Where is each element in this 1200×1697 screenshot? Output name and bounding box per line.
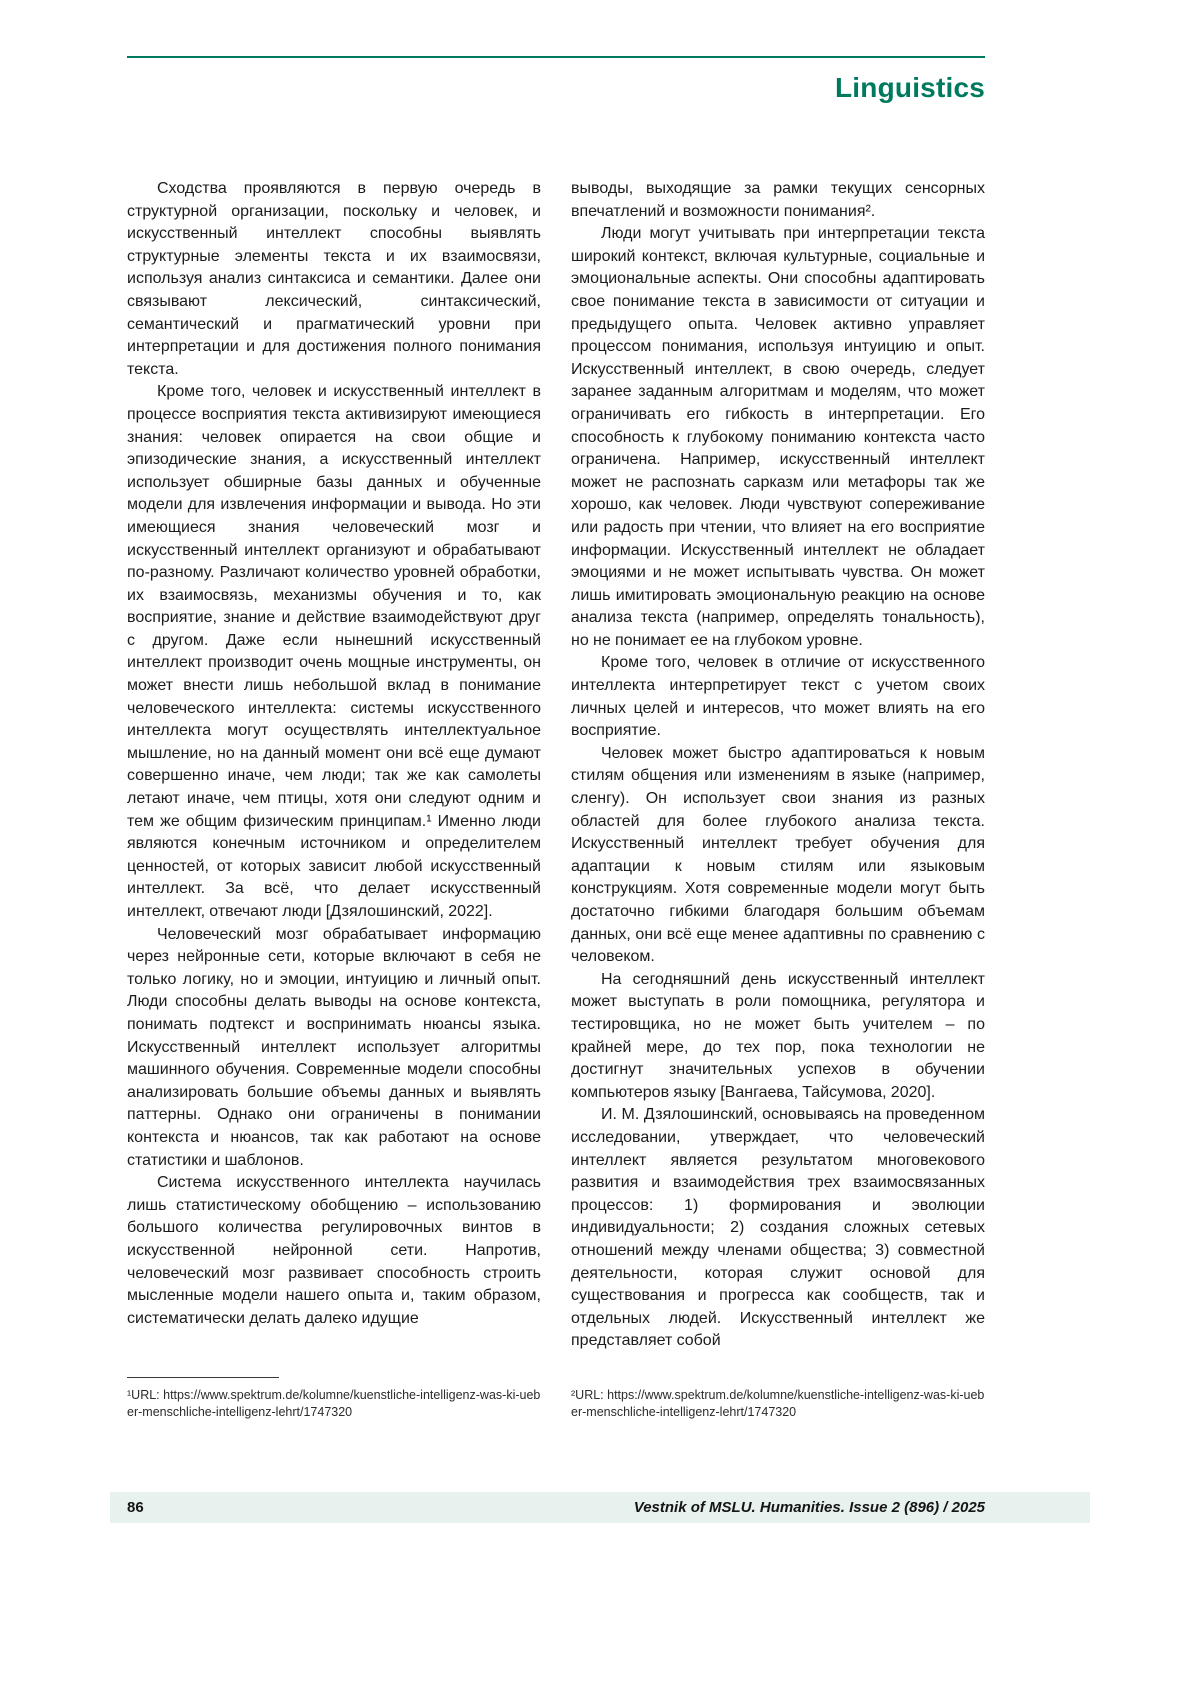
footnote-text: ¹URL: https://www.spektrum.de/kolumne/kuenstliche-intelligenz-was-ki-ueber-menschliche-intelligenz-lehrt/1747320 [127,1387,541,1420]
header-rule [127,56,985,58]
page-number: 86 [127,1499,144,1516]
footnote-left [127,1377,541,1422]
right-column [571,178,985,1353]
two-column-text [127,178,985,1353]
paragraph: Люди могут учитывать при интерпретации текста широкий контекст, включая культурные, социальные и эмоциональные аспекты. Они способны адаптировать свое понимание текста в зависимости от ситуации и предыдущего опыта. Человек активно управляет процессом понимания, используя интуицию и опыт. Искусственный интеллект, в свою очередь, следует заранее заданным алгоритмам и моделям, что может ограничивать его гибкость в интерпретации. Его способность к глубокому пониманию контекста часто ограничена. Например, искусственный интеллект может не распознать сарказм или метафоры так же хорошо, как человек. Люди чувствуют сопереживание или радость при чтении, что влияет на его восприятие информации. Искусственный интеллект не обладает эмоциями и не может испытывать чувства. Он может лишь имитировать эмоциональную реакцию на основе анализа текста (например, определять тональность), но не понимает ее на глубоком уровне. [571,225,985,649]
paragraph: Система искусственного интеллекта научилась лишь статистическому обобщению – использованию большого количества регулировочных винтов в искусственной нейронной сети. Напротив, человеческий мозг развивает способность строить мысленные модели нашего опыта и, таким образом, систематически делать далеко идущие [127,1174,541,1327]
paragraph: На сегодняшний день искусственный интеллект может выступать в роли помощника, регулятора и тестировщика, но не может быть учителем – по крайней мере, до тех пор, пока технологии не достигнут значительных успехов в обучении компьютеров языку [Вангаева, Тайсумова, 2020]. [571,970,985,1101]
paragraph: И. М. Дзялошинский, основываясь на проведенном исследовании, утверждает, что человеческий интеллект является результатом многовекового развития и взаимодействия трех взаимосвязанных процессов: 1) формирования и эволюции индивидуальности; 2) создания сложных сетевых отношений между членами общества; 3) совместной деятельности, которая служит основой для существования и прогресса как сообществ, так и отдельных людей. Искусственный интеллект же представляет собой [571,1106,985,1350]
footnote-text: ²URL: https://www.spektrum.de/kolumne/kuenstliche-intelligenz-was-ki-ueber-menschliche-intelligenz-lehrt/1747320 [571,1387,985,1420]
article-body [127,178,985,1422]
footnote-separator-rule [127,1377,279,1378]
paragraph: Кроме того, человек в отличие от искусственного интеллекта интерпретирует текст с учетом своих личных целей и интересов, что может влиять на его восприятие. [571,654,985,740]
paragraph-continuation: выводы, выходящие за рамки текущих сенсорных впечатлений и возможности понимания². [571,180,985,220]
paragraph: Человеческий мозг обрабатывает информацию через нейронные сети, которые включают в себя не только логику, но и эмоции, интуицию и личный опыт. Люди способны делать выводы на основе контекста, понимать подтекст и воспринимать нюансы языка. Искусственный интеллект использует алгоритмы машинного обучения. Современные модели способны анализировать большие объемы данных и выявлять паттерны. Однако они ограничены в понимании контекста и нюансов, так как работают на основе статистики и шаблонов. [127,925,541,1169]
footer-bar [110,1492,1090,1523]
paragraph: Человек может быстро адаптироваться к новым стилям общения или изменениям в языке (например, сленгу). Он использует свои знания из разных областей для более глубокого анализа текста. Искусственный интеллект требует обучения для адаптации к новым стилям или языковым конструкциям. Хотя современные модели могут быть достаточно гибкими благодаря большим объемам данных, они всё еще менее адаптивны по сравнению с человеком. [571,744,985,966]
footer-content [127,1499,985,1516]
paragraph: Кроме того, человек и искусственный интеллект в процессе восприятия текста активизируют имеющиеся знания: человек опирается на свои общие и эпизодические знания, а искусственный интеллект использует обширные базы данных и обученные модели для извлечения информации и вывода. Но эти имеющиеся знания человеческий мозг и искусственный интеллект организуют и обрабатывают по-разному. Различают количество уровней обработки, их взаимосвязь, механизмы обучения и то, как восприятие, знание и действие взаимодействуют друг с другом. Даже если нынешний искусственный интеллект производит очень мощные инструменты, он может внести лишь небольшой вклад в понимание человеческого интеллекта: системы искусственного интеллекта могут осуществлять интеллектуальное мышление, но на данный момент они всё еще думают совершенно иначе, чем люди; так же как самолеты летают иначе, чем птицы, хотя они следуют одним и тем же общим физическим принципам.¹ Именно люди являются конечным источником и определителем ценностей, от которых зависит любой искусственный интеллект. За всё, что делает искусственный интеллект, отвечают люди [Дзялошинский, 2022]. [127,383,541,920]
journal-title: Vestnik of MSLU. Humanities. Issue 2 (896) / 2025 [633,1499,985,1516]
footnote-right [571,1377,985,1422]
section-title: Linguistics [835,72,985,103]
paragraph: Сходства проявляются в первую очередь в структурной организации, поскольку и человек, и искусственный интеллект способны выявлять структурные элементы текста и их взаимосвязи, используя анализ синтаксиса и семантики. Далее они связывают лексический, синтаксический, семантический и прагматический уровни при интерпретации и для достижения полного понимания текста. [127,180,541,378]
footnotes [127,1377,985,1422]
left-column [127,178,541,1353]
